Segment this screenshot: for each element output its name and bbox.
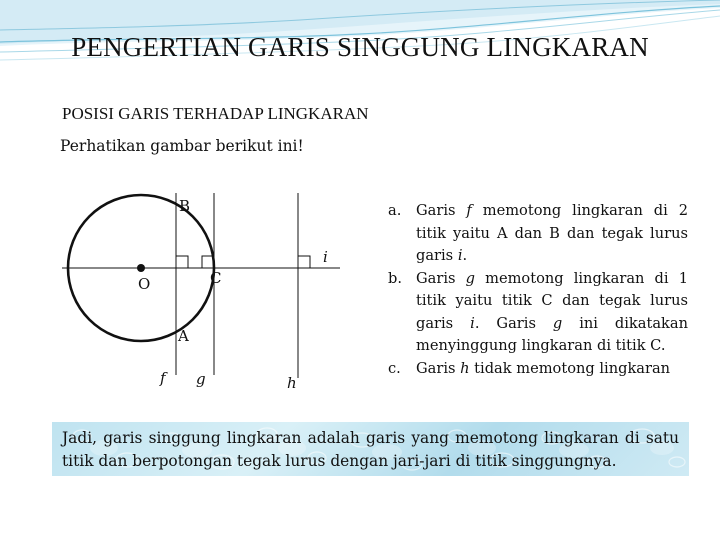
conclusion-text: Jadi, garis singgung lingkaran adalah garis yang memotong lingkaran di satu titik dan berpotongan tegak lurus dengan jari-jari di titik singgungnya.: [62, 429, 679, 470]
center-point-o: [137, 264, 145, 272]
right-angle-marker-h: [298, 256, 310, 268]
explanation-item-a: [388, 200, 688, 268]
intro-text: Perhatikan gambar berikut ini!: [60, 137, 304, 155]
explanation-item-c: [388, 358, 688, 381]
item-text: Garis g memotong lingkaran di 1 titik yaitu titik C dan tegak lurus garis i. Garis g ini dikatakan menyinggung lingkaran di titik C.: [416, 269, 688, 354]
label-h: h: [287, 374, 297, 392]
label-o: O: [138, 275, 151, 293]
item-letter: a.: [388, 202, 402, 219]
explanation-list: [388, 200, 688, 380]
explanation-item-b: [388, 268, 688, 358]
item-letter: c.: [388, 359, 401, 377]
right-angle-marker-f: [176, 256, 188, 268]
item-text: Garis h tidak memotong lingkaran: [416, 359, 671, 377]
label-b: B: [179, 197, 191, 215]
item-text: Garis f memotong lingkaran di 2 titik yaitu A dan B dan tegak lurus garis i.: [416, 202, 688, 264]
conclusion-box: [52, 422, 689, 476]
label-a: A: [178, 327, 189, 345]
label-c: C: [210, 269, 222, 287]
item-letter: b.: [388, 269, 402, 287]
label-i: i: [323, 248, 328, 266]
section-subtitle: POSISI GARIS TERHADAP LINGKARAN: [62, 104, 369, 123]
label-g: g: [196, 370, 206, 388]
label-f: f: [160, 369, 166, 387]
page-title: PENGERTIAN GARIS SINGGUNG LINGKARAN: [71, 32, 649, 62]
